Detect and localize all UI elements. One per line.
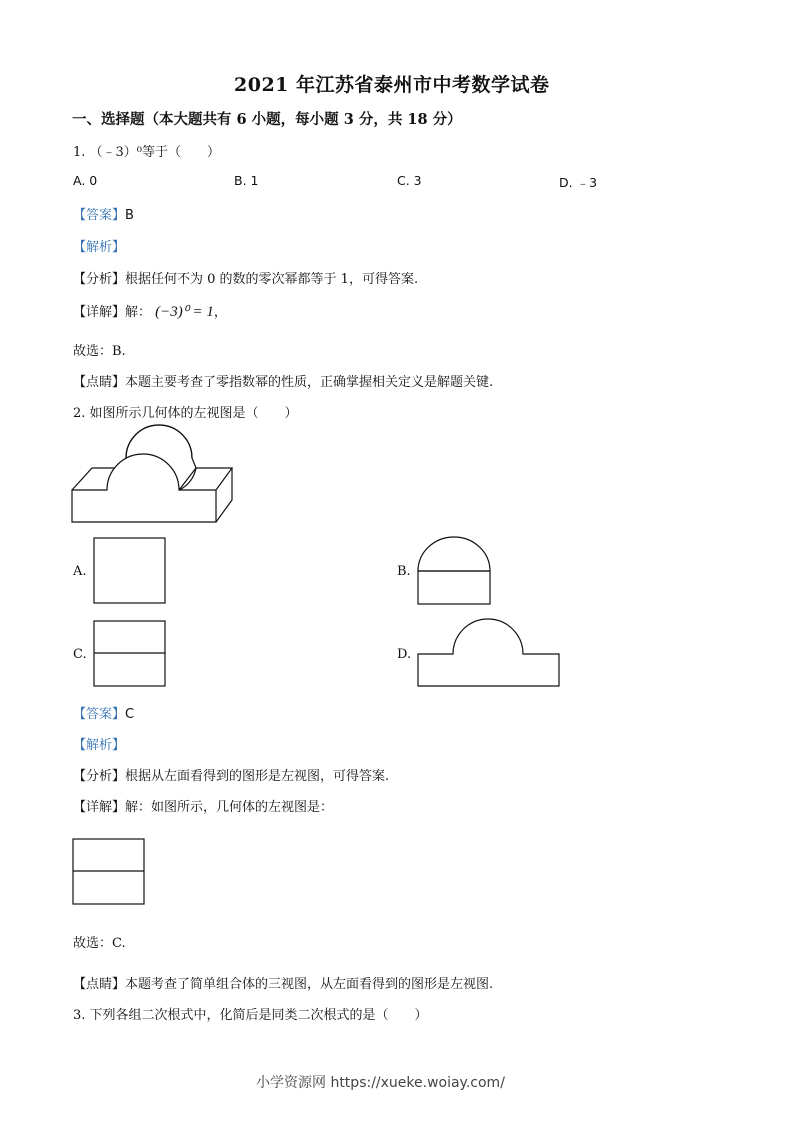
q1-guxuan: 故选：B. — [73, 344, 126, 359]
xiangjie-tag: 【详解】 — [73, 305, 126, 320]
q2-option-d-label: D. — [397, 647, 412, 662]
q2-option-a-label: A. — [73, 564, 87, 579]
dianjing-text: 本题主要考查了零指数幂的性质，正确掌握相关定义是解题关键. — [125, 375, 494, 390]
answer-tag: 【答案】 — [73, 707, 126, 722]
q1-fenxi — [73, 268, 418, 287]
q2-dianjing — [73, 973, 493, 992]
q2-guxuan: 故选：C. — [73, 936, 126, 951]
section-heading: 一、选择题（本大题共有 6 小题，每小题 3 分，共 18 分） — [72, 111, 462, 128]
q2-option-c-label: C. — [73, 647, 87, 662]
q1-option-c: C. 3 — [397, 173, 422, 188]
q2-option-b-arch-rect — [417, 535, 493, 607]
q2-stem: 2. 如图所示几何体的左视图是（ ） — [73, 406, 298, 421]
q1-option-a: A. 0 — [73, 173, 98, 188]
page-footer: 小学资源网 https://xueke.woiay.com/ — [256, 1075, 505, 1091]
q1-analysis-tag: 【解析】 — [73, 240, 126, 255]
q1-answer — [73, 204, 134, 223]
q1-stem: 1. （﹣3）⁰等于（ ） — [73, 145, 221, 160]
fenxi-text: 根据任何不为 0 的数的零次幂都等于 1，可得答案. — [125, 272, 419, 287]
q2-xiangjie — [73, 796, 333, 815]
q2-answer — [73, 703, 134, 722]
q2-solid-figure — [70, 428, 235, 524]
q2-option-a-square — [93, 537, 167, 605]
dianjing-tag: 【点睛】 — [73, 375, 126, 390]
q1-option-d: D. ﹣3 — [559, 175, 598, 190]
q1-formula: (−3)⁰ = 1 — [155, 304, 214, 320]
xiangjie-pre: 解： — [125, 305, 152, 320]
answer-value: C — [125, 707, 135, 722]
q2-fenxi — [73, 765, 389, 784]
dianjing-tag: 【点睛】 — [73, 977, 126, 992]
fenxi-tag: 【分析】 — [73, 272, 126, 287]
answer-value: B — [125, 208, 134, 223]
q2-option-b-label: B. — [397, 564, 411, 579]
q3-stem: 3. 下列各组二次根式中，化简后是同类二次根式的是（ ） — [73, 1008, 428, 1023]
q2-option-d-front-shape — [417, 617, 562, 689]
xiangjie-text: 解：如图所示，几何体的左视图是： — [125, 800, 334, 815]
q2-option-c-stacked-rect — [93, 620, 167, 688]
fenxi-tag: 【分析】 — [73, 769, 126, 784]
q1-xiangjie — [73, 301, 227, 321]
formula-tail: ， — [213, 305, 227, 320]
q2-solution-figure — [72, 838, 146, 906]
q2-analysis-tag: 【解析】 — [73, 738, 126, 753]
page-title: 2021 年江苏省泰州市中考数学试卷 — [234, 74, 550, 96]
q1-option-b: B. 1 — [234, 173, 259, 188]
dianjing-text: 本题考查了简单组合体的三视图，从左面看得到的图形是左视图. — [125, 977, 494, 992]
fenxi-text: 根据从左面看得到的图形是左视图，可得答案. — [125, 769, 390, 784]
answer-tag: 【答案】 — [73, 208, 126, 223]
q1-dianjing — [73, 371, 493, 390]
xiangjie-tag: 【详解】 — [73, 800, 126, 815]
